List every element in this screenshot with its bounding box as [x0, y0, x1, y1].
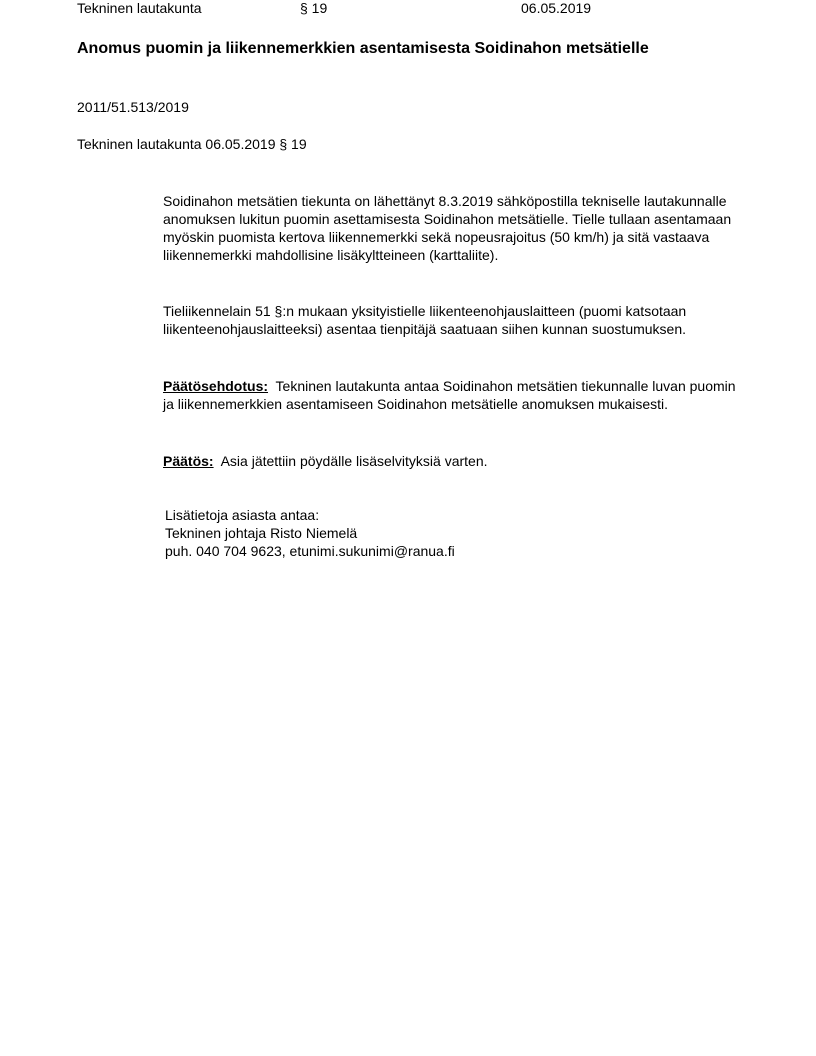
case-number: 2011/51.513/2019 [77, 99, 189, 115]
header-organization: Tekninen lautakunta [77, 0, 202, 16]
decision-text: Asia jätettiin pöydälle lisäselvityksiä varten. [220, 453, 488, 469]
proposal-label: Päätösehdotus: [163, 378, 269, 394]
header-section-number: § 19 [300, 0, 328, 16]
proposal-text: Tekninen lautakunta antaa Soidinahon metsätien tiekunnalle luvan puomin ja liikennemerkkien asentamiseen Soidinahon metsätielle anomuksen mukaisesti. [163, 378, 736, 412]
body-paragraph-2: Tieliikennelain 51 §:n mukaan yksityistielle liikenteenohjauslaitteen (puomi katsotaan liikenteenohjauslaitteeksi) asentaa tienpitäjä saatuaan siihen kunnan suostumuksen. [163, 303, 687, 337]
contact-phone-email: puh. 040 704 9623, etunimi.sukunimi@ranua.fi [165, 543, 455, 559]
header-date: 06.05.2019 [521, 0, 592, 16]
meeting-reference: Tekninen lautakunta 06.05.2019 § 19 [77, 136, 307, 152]
page-header [77, 0, 777, 18]
body-paragraph-1: Soidinahon metsätien tiekunta on lähettänyt 8.3.2019 sähköpostilla tekniselle lautakunnalle anomuksen lukitun puomin asettamisesta Soidinahon metsätielle. Tielle tullaan asentamaan myöskin puomista kertova liikennemerkki sekä nopeusrajoitus (50 km/h) ja sitä vastaava liikennemerkki mahdollisine lisäkyltteineen (karttaliite). [163, 193, 732, 263]
proposal-paragraph [163, 377, 743, 413]
contact-intro: Lisätietoja asiasta antaa: [165, 507, 320, 523]
decision-paragraph [163, 452, 743, 470]
contact-person: Tekninen johtaja Risto Niemelä [165, 525, 358, 541]
decision-label: Päätös: [163, 453, 214, 469]
document-title: Anomus puomin ja liikennemerkkien asentamisesta Soidinahon metsätielle [77, 40, 649, 57]
contact-info [165, 506, 455, 560]
